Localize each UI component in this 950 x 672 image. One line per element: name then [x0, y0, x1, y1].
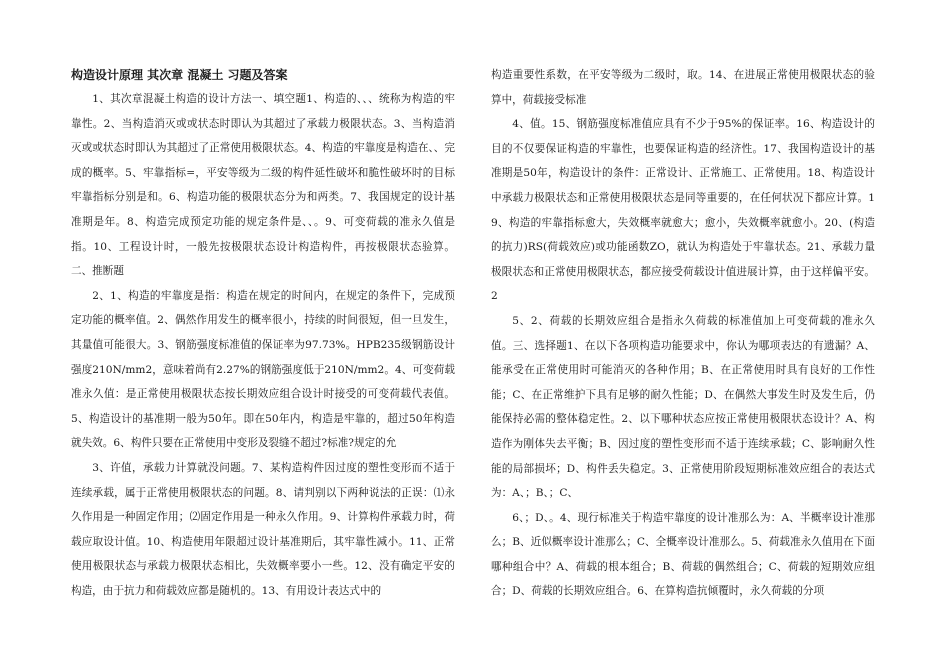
- paragraph-3: 3、许值，承载力计算就没问题。7、某构造构件因过度的塑性变形而不适于连续承载，属于正常使用极限状态的问题。8、请判别以下两种说法的正误：⑴永久作用是一种固定作用；⑵固定作用是一种永久作用。9、计算构件承载力时，荷载应取设计值。10、构造使用年限超过设计基准期后，其牢靠性减小。11、正常使用极限状态与承载力极限状态相比，失效概率要小一些。12、没有确定平安的构造，由于抗力和荷载效应都是随机的。13、有用设计表达式中的: [71, 461, 455, 597]
- document-title: 构造设计原理 其次章 混凝土 习题及答案: [71, 68, 288, 82]
- paragraph-5: 5、2、荷载的长期效应组合是指永久荷载的标准值加上可变荷载的准永久值。三、选择题1、在以下各项构造功能要求中，你认为哪项表达的有遗漏？A、能承受在正常使用时可能消灭的各种作用；B、在正常使用时具有良好的工作性能；C、在正常维护下具有足够的耐久性能；D、在偶然大事发生时及发生后，仍能保持必需的整体稳定性。2、以下哪种状态应按正常使用极限状态设计？A、构造作为刚体失去平衡；B、因过度的塑性变形而不适于连续承载；C、影响耐久性能的局部损坏；D、构件丢失稳定。3、正常使用阶段短期标准效应组合的表达式为：A、；B、；C、: [491, 314, 875, 500]
- paragraph-6: 6、；D、。4、现行标准关于构造牢靠度的设计准那么为：A、半概率设计准那么；B、近似概率设计准那么；C、全概率设计准那么。5、荷载准永久值用在下面哪种组合中？A、荷载的根本组合；B、荷载的偶然组合；C、荷载的短期效应组合；D、荷载的长期效应组合。6、在算构造抗倾覆时，永久荷载的分项: [491, 511, 875, 598]
- left-column: [71, 63, 455, 603]
- right-column: [491, 63, 875, 604]
- paragraph-4: 4、值。15、钢筋强度标准值应具有不少于95%的保证率。16、构造设计的目的不仅要保证构造的牢靠性，也要保证构造的经济性。17、我国构造设计的基准期是50年，构造设计的条件：正常设计、正常施工、正常使用。18、构造设计中承载力极限状态和正常使用极限状态是同等重要的，在任何状况下都应计算。19、构造的牢靠指标愈大，失效概率就愈大；愈小，失效概率就愈小。20、(构造的抗力)RS(荷载效应)或功能函数ZO，就认为构造处于牢靠状态。21、承载力量极限状态和正常使用极限状态，都应接受荷载设计值进展计算，由于这样偏平安。2: [491, 118, 875, 303]
- paragraph-1: 1、其次章混凝土构造的设计方法一、填空题1、构造的、、、统称为构造的牢靠性。2、当构造消灭或或状态时即认为其超过了承载力极限状态。3、当构造消灭或或状态时即认为其超过了正常使用极限状态。4、构造的牢靠度是构造在、、完成的概率。5、牢靠指标=，平安等级为二级的构件延性破坏和脆性破坏时的目标牢靠指标分别是和。6、构造功能的极限状态分为和两类。7、我国规定的设计基准期是年。8、构造完成预定功能的规定条件是、、。9、可变荷载的准永久值是指。10、工程设计时，一般先按极限状态设计构造构件，再按极限状态验算。二、推断题: [71, 93, 455, 278]
- paragraph-continued: 构造重要性系数，在平安等级为二级时，取。14、在进展正常使用极限状态的验算中，荷载接受标准: [491, 69, 875, 106]
- paragraph-2: 2、1、构造的牢靠度是指：构造在规定的时间内，在规定的条件下，完成预定功能的概率值。2、偶然作用发生的概率很小，持续的时间很短，但一旦发生，其量值可能很大。3、钢筋强度标准值的保证率为97.73%。HPB235级钢筋设计强度210N/mm2，意味着尚有2.27%的钢筋强度低于210N/mm2。4、可变荷载准永久值：是正常使用极限状态按长期效应组合设计时接受的可变荷载代表值。5、构造设计的基准期一般为50年。即在50年内，构造是牢靠的，超过50年构造就失效。6、构件只要在正常使用中变形及裂缝不超过?标准?规定的允: [71, 289, 455, 450]
